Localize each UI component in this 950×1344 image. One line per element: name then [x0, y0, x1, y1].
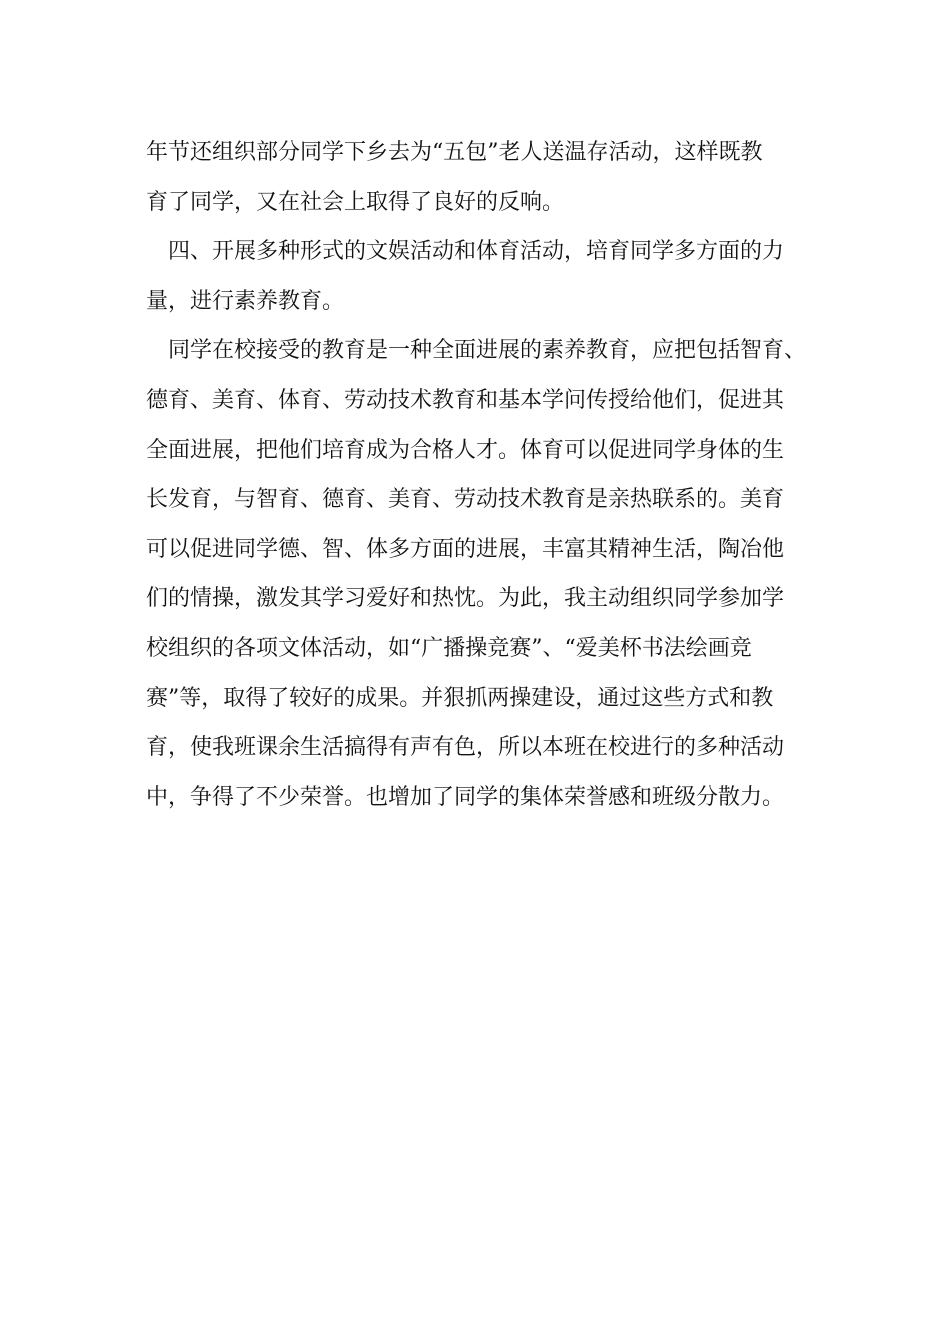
text-line: 中，争得了不少荣誉。也增加了同学的集体荣誉感和班级分散力。 [146, 784, 785, 810]
text-line: 校组织的各项文体活动，如“广播操竞赛”、“爱美杯书法绘画竞 [146, 635, 752, 661]
text-line: 年节还组织部分同学下乡去为“五包”老人送温存活动，这样既教 [146, 140, 763, 165]
text-line: 育了同学，又在社会上取得了良好的反响。 [146, 189, 565, 215]
text-line: 全面进展，把他们培育成为合格人才。体育可以促进同学身体的生 [146, 437, 785, 463]
text-line: 可以促进同学德、智、体多方面的进展，丰富其精神生活，陶冶他 [146, 536, 785, 562]
text-line: 赛”等，取得了较好的成果。并狠抓两操建设，通过这些方式和教 [146, 685, 774, 711]
text-line: 德育、美育、体育、劳动技术教育和基本学问传授给他们，促进其 [146, 387, 785, 413]
body-text [146, 128, 826, 822]
text-line: 量，进行素养教育。 [146, 288, 345, 314]
paragraph-section-four-heading [146, 227, 826, 326]
paragraph-continuation [146, 128, 826, 227]
text-line: 同学在校接受的教育是一种全面进展的素养教育，应把包括智育、 [168, 338, 807, 364]
text-line: 四、开展多种形式的文娱活动和体育活动，培育同学多方面的力 [168, 239, 785, 265]
text-line: 育，使我班课余生活搞得有声有色，所以本班在校进行的多种活动 [146, 735, 785, 761]
text-line: 长发育，与智育、德育、美育、劳动技术教育是亲热联系的。美育 [146, 487, 785, 513]
text-line: 们的情操，激发其学习爱好和热忱。为此，我主动组织同学参加学 [146, 586, 785, 612]
paragraph-section-four-body [146, 326, 826, 822]
